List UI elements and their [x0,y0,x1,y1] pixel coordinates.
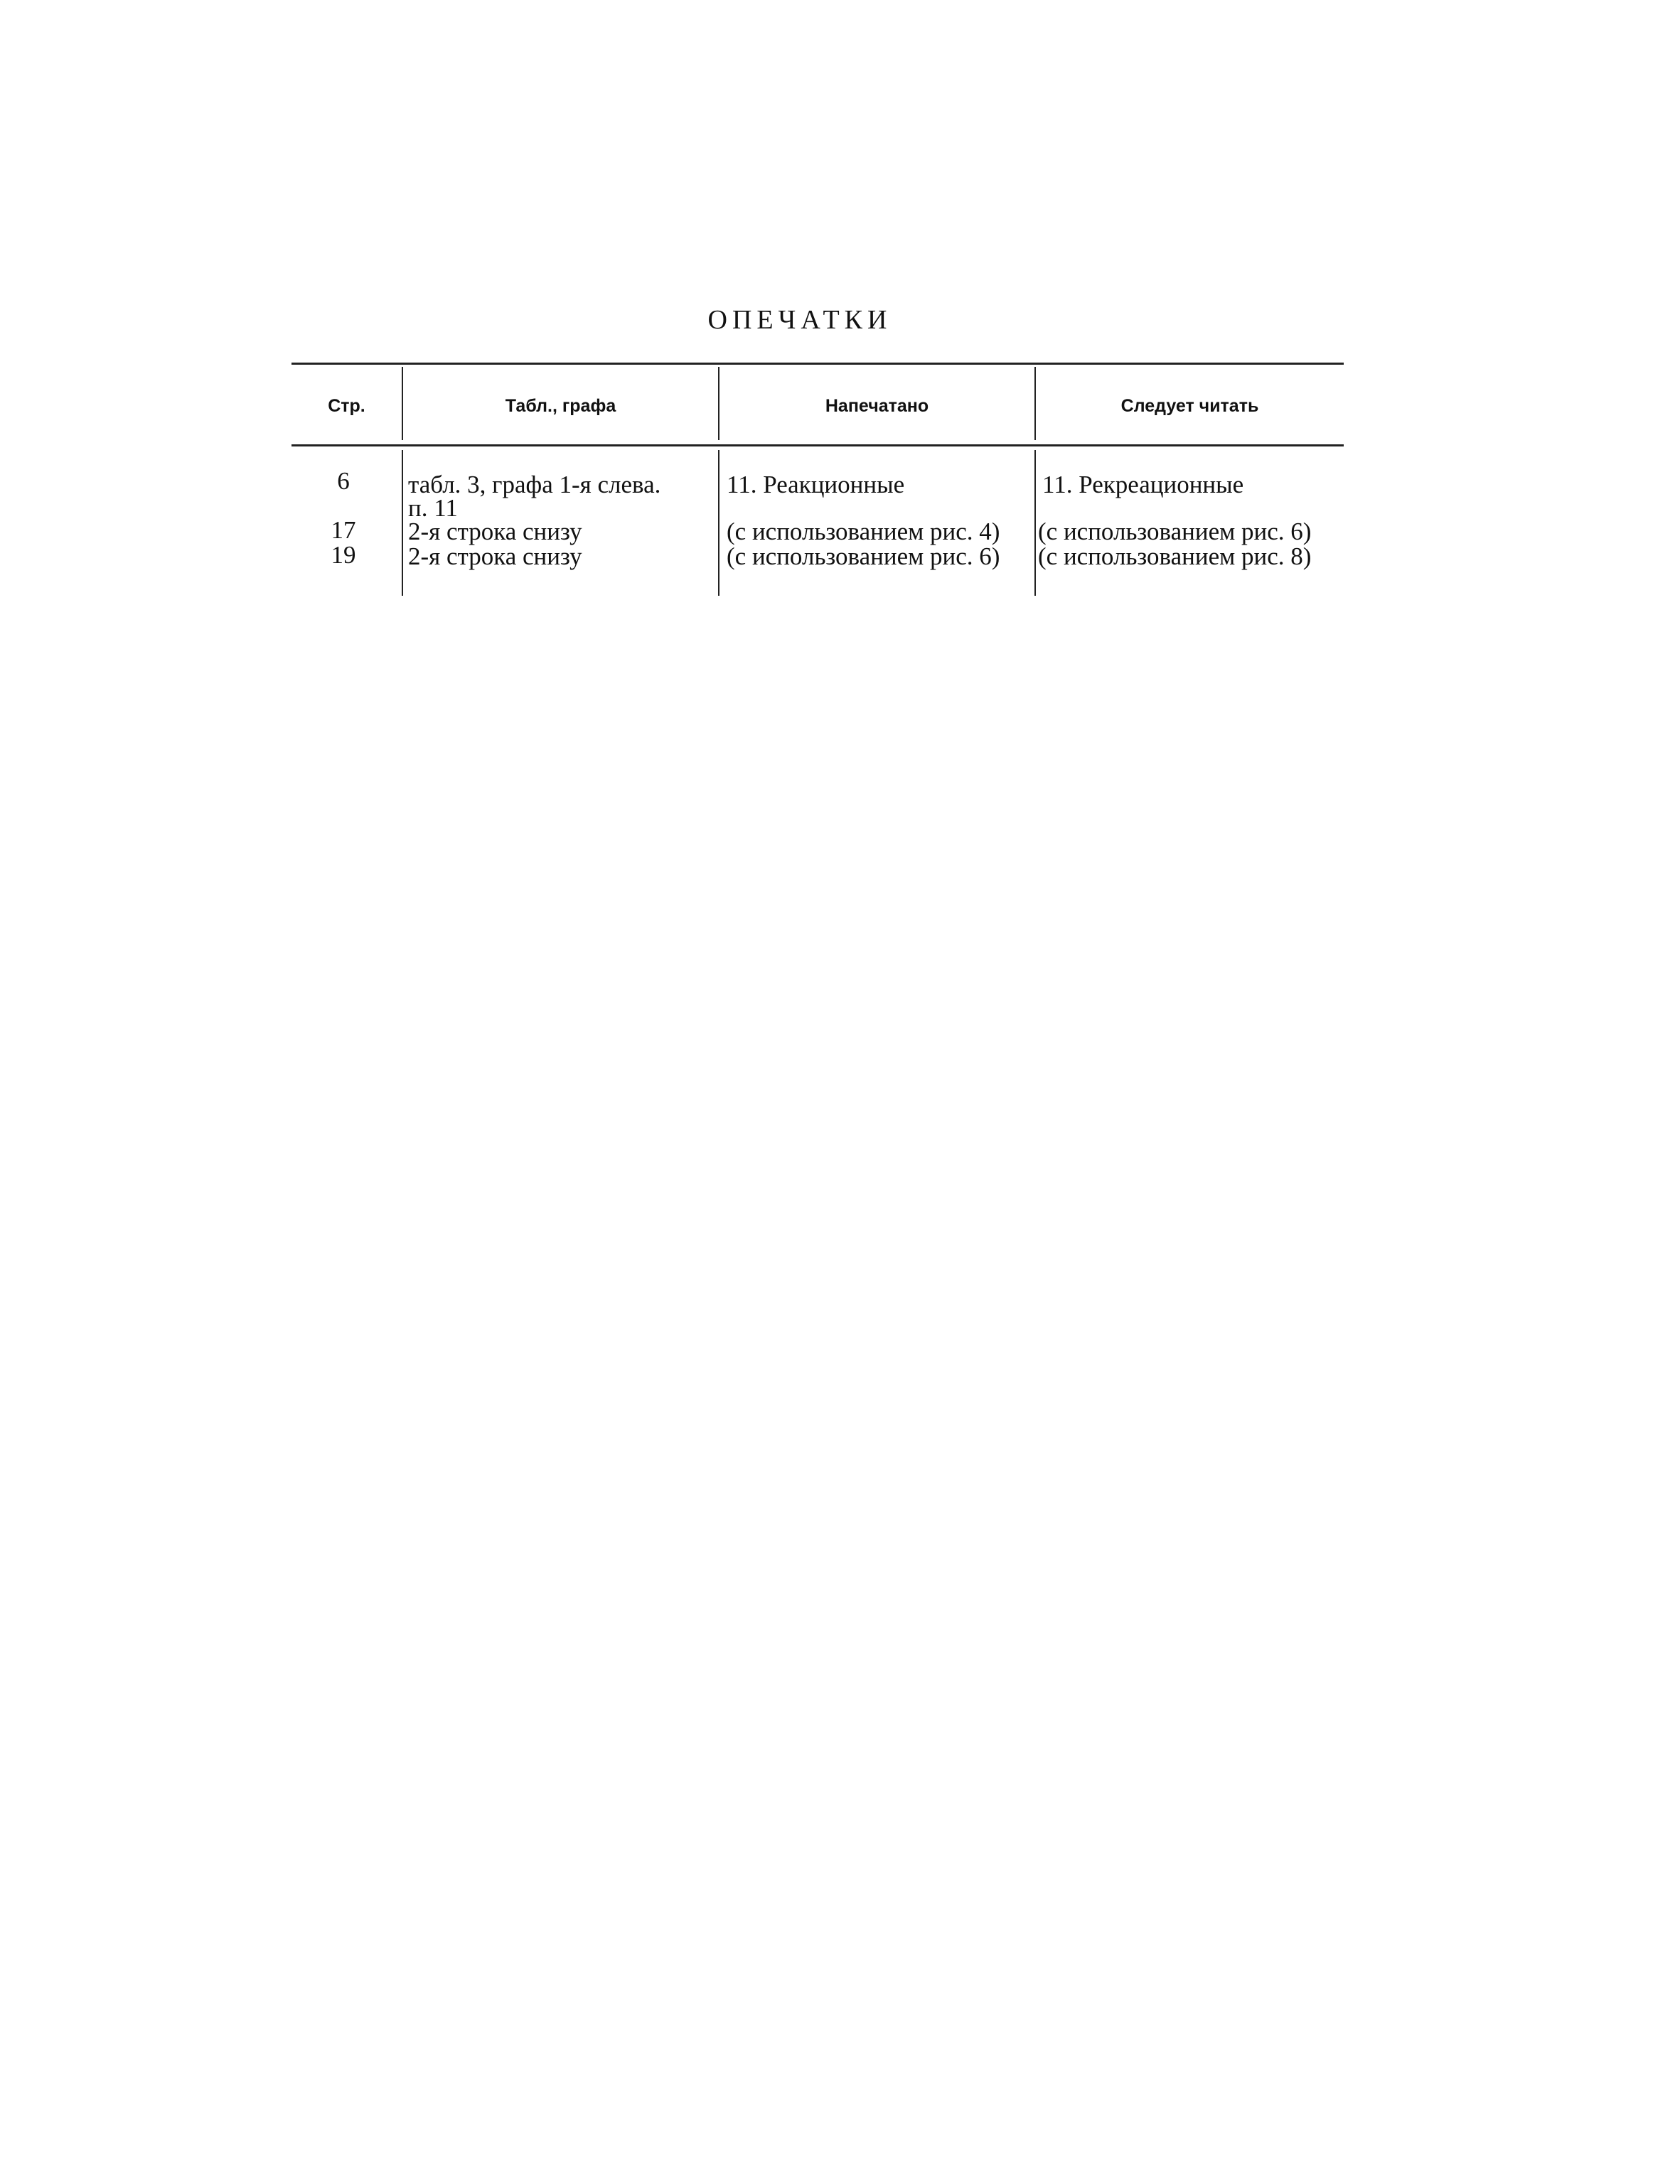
header-location: Табл., графа [505,396,616,416]
cell-page: 17 [331,516,356,544]
cell-printed: (с использованием рис. 6) [727,542,1000,570]
cell-printed: 11. Реакционные [727,471,905,498]
column-divider [1034,450,1036,596]
header-should-read: Следует читать [1120,396,1259,416]
page-title: ОПЕЧАТКИ [707,305,892,335]
table-top-rule [291,363,1344,365]
cell-page: 6 [337,467,350,495]
cell-location-cont: п. 11 [408,494,458,522]
cell-location: 2-я строка снизу [408,542,582,570]
cell-should-read: 11. Рекреационные [1042,471,1244,498]
column-divider [402,450,403,596]
table-header-rule [291,444,1344,446]
cell-location: табл. 3, графа 1-я слева. [408,471,661,498]
cell-should-read: (с использованием рис. 6) [1038,518,1312,545]
cell-printed: (с использованием рис. 4) [727,518,1000,545]
cell-location: 2-я строка снизу [408,518,582,545]
cell-should-read: (с использованием рис. 8) [1038,542,1312,570]
column-divider [718,450,719,596]
header-printed: Напечатано [825,396,929,416]
header-page: Стр. [328,396,365,416]
cell-page: 19 [331,541,356,569]
